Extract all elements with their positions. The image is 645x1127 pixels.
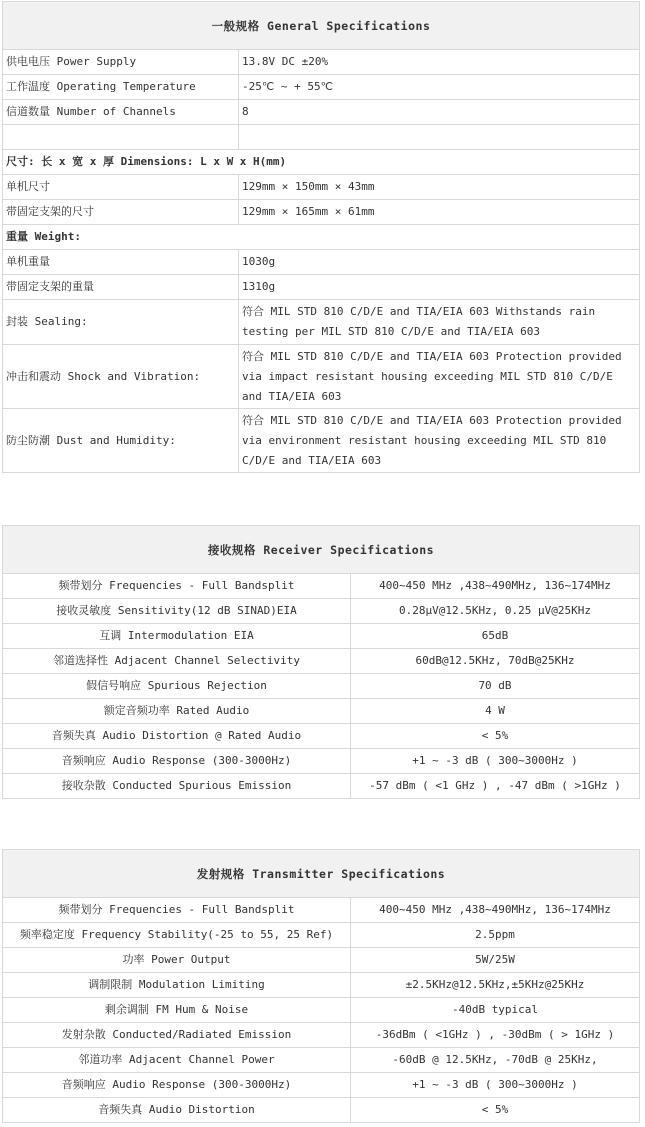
spec-label: 假信号响应 Spurious Rejection xyxy=(3,674,351,699)
spec-label: 封装 Sealing: xyxy=(3,300,239,345)
spec-value: -57 dBm ( <1 GHz ) , -47 dBm ( >1GHz ) xyxy=(351,774,640,799)
spec-label: 供电电压 Power Supply xyxy=(3,50,239,75)
spec-label: 邻道选择性 Adjacent Channel Selectivity xyxy=(3,649,351,674)
table-row xyxy=(3,674,640,699)
table-row xyxy=(3,574,640,599)
table-row xyxy=(3,250,640,275)
spec-value: 0.28μV@12.5KHz, 0.25 μV@25KHz xyxy=(351,599,640,624)
spec-value: 129mm × 150mm × 43mm xyxy=(239,175,640,200)
table-row xyxy=(3,100,640,125)
spec-label: 频带划分 Frequencies - Full Bandsplit xyxy=(3,898,351,923)
transmitter-specs-table xyxy=(2,849,640,1123)
table-row xyxy=(3,50,640,75)
spec-label: 频率稳定度 Frequency Stability(-25 to 55, 25 Ref) xyxy=(3,923,351,948)
spec-value: 4 W xyxy=(351,699,640,724)
general-specs-table xyxy=(2,1,640,473)
spec-value: 13.8V DC ±20% xyxy=(239,50,640,75)
spec-value: +1 ~ -3 dB ( 300~3000Hz ) xyxy=(351,749,640,774)
spec-value: 60dB@12.5KHz, 70dB@25KHz xyxy=(351,649,640,674)
spec-label: 带固定支架的尺寸 xyxy=(3,200,239,225)
table-row xyxy=(3,724,640,749)
spec-value: 400~450 MHz ,438~490MHz, 136~174MHz xyxy=(351,574,640,599)
table-row xyxy=(3,923,640,948)
spec-value: -36dBm ( <1GHz ) , -30dBm ( > 1GHz ) xyxy=(351,1023,640,1048)
table-row xyxy=(3,200,640,225)
spec-value: -40dB typical xyxy=(351,998,640,1023)
spec-value: 129mm × 165mm × 61mm xyxy=(239,200,640,225)
spec-value: 符合 MIL STD 810 C/D/E and TIA/EIA 603 Protection provided via impact resistant housing exceeding MIL STD 810 C/D/E and TIA/EIA 603 xyxy=(239,345,640,409)
spec-label: 音频响应 Audio Response (300-3000Hz) xyxy=(3,749,351,774)
spec-value: 1310g xyxy=(239,275,640,300)
table-row xyxy=(3,948,640,973)
spec-label: 互调 Intermodulation EIA xyxy=(3,624,351,649)
spec-label xyxy=(3,125,239,150)
spec-label: 冲击和震动 Shock and Vibration: xyxy=(3,345,239,409)
spec-value xyxy=(239,125,640,150)
table-row xyxy=(3,125,640,150)
table-row xyxy=(3,1073,640,1098)
spec-label: 信道数量 Number of Channels xyxy=(3,100,239,125)
spec-label: 额定音频功率 Rated Audio xyxy=(3,699,351,724)
table-row xyxy=(3,409,640,473)
table-row xyxy=(3,973,640,998)
spec-value: 2.5ppm xyxy=(351,923,640,948)
weight-subheader: 重量 Weight: xyxy=(3,225,640,250)
table-row xyxy=(3,998,640,1023)
receiver-specs-title: 接收规格 Receiver Specifications xyxy=(3,526,640,574)
spec-label: 工作温度 Operating Temperature xyxy=(3,75,239,100)
spec-label: 音频失真 Audio Distortion @ Rated Audio xyxy=(3,724,351,749)
spec-value: -60dB @ 12.5KHz, -70dB @ 25KHz, xyxy=(351,1048,640,1073)
transmitter-specs-title: 发射规格 Transmitter Specifications xyxy=(3,850,640,898)
spec-value: 65dB xyxy=(351,624,640,649)
spec-value: 符合 MIL STD 810 C/D/E and TIA/EIA 603 Protection provided via environment resistant housing exceeding MIL STD 810 C/D/E and TIA/EIA 603 xyxy=(239,409,640,473)
spec-label: 发射杂散 Conducted/Radiated Emission xyxy=(3,1023,351,1048)
table-row xyxy=(3,175,640,200)
spec-value: 400~450 MHz ,438~490MHz, 136~174MHz xyxy=(351,898,640,923)
table-row xyxy=(3,275,640,300)
table-row xyxy=(3,1098,640,1123)
spec-label: 带固定支架的重量 xyxy=(3,275,239,300)
table-row xyxy=(3,345,640,409)
spec-value: 8 xyxy=(239,100,640,125)
spec-label: 调制限制 Modulation Limiting xyxy=(3,973,351,998)
spec-label: 音频响应 Audio Response (300-3000Hz) xyxy=(3,1073,351,1098)
table-row xyxy=(3,624,640,649)
table-row xyxy=(3,599,640,624)
table-row xyxy=(3,300,640,345)
dimensions-subheader-row xyxy=(3,150,640,175)
spec-label: 频带划分 Frequencies - Full Bandsplit xyxy=(3,574,351,599)
weight-subheader-row xyxy=(3,225,640,250)
spec-label: 单机重量 xyxy=(3,250,239,275)
spec-label: 邻道功率 Adjacent Channel Power xyxy=(3,1048,351,1073)
table-row xyxy=(3,898,640,923)
spec-value: < 5% xyxy=(351,1098,640,1123)
spec-value: +1 ~ -3 dB ( 300~3000Hz ) xyxy=(351,1073,640,1098)
table-row xyxy=(3,699,640,724)
general-specs-title: 一般规格 General Specifications xyxy=(3,2,640,50)
spec-label: 功率 Power Output xyxy=(3,948,351,973)
spec-value: -25℃ ~ + 55℃ xyxy=(239,75,640,100)
table-row xyxy=(3,75,640,100)
receiver-specs-table xyxy=(2,525,640,799)
spec-value: 5W/25W xyxy=(351,948,640,973)
spec-label: 防尘防潮 Dust and Humidity: xyxy=(3,409,239,473)
spec-value: 1030g xyxy=(239,250,640,275)
spec-value: 符合 MIL STD 810 C/D/E and TIA/EIA 603 Withstands rain testing per MIL STD 810 C/D/E and TIA/EIA 603 xyxy=(239,300,640,345)
table-row xyxy=(3,774,640,799)
table-row xyxy=(3,649,640,674)
table-row xyxy=(3,749,640,774)
table-row xyxy=(3,1048,640,1073)
spec-label: 接收灵敏度 Sensitivity(12 dB SINAD)EIA xyxy=(3,599,351,624)
table-row xyxy=(3,1023,640,1048)
spec-value: 70 dB xyxy=(351,674,640,699)
spec-label: 接收杂散 Conducted Spurious Emission xyxy=(3,774,351,799)
spec-label: 剩余调制 FM Hum & Noise xyxy=(3,998,351,1023)
spec-label: 单机尺寸 xyxy=(3,175,239,200)
dimensions-subheader: 尺寸: 长 x 宽 x 厚 Dimensions: L x W x H(mm) xyxy=(3,150,640,175)
spec-label: 音频失真 Audio Distortion xyxy=(3,1098,351,1123)
spec-value: < 5% xyxy=(351,724,640,749)
spec-value: ±2.5KHz@12.5KHz,±5KHz@25KHz xyxy=(351,973,640,998)
